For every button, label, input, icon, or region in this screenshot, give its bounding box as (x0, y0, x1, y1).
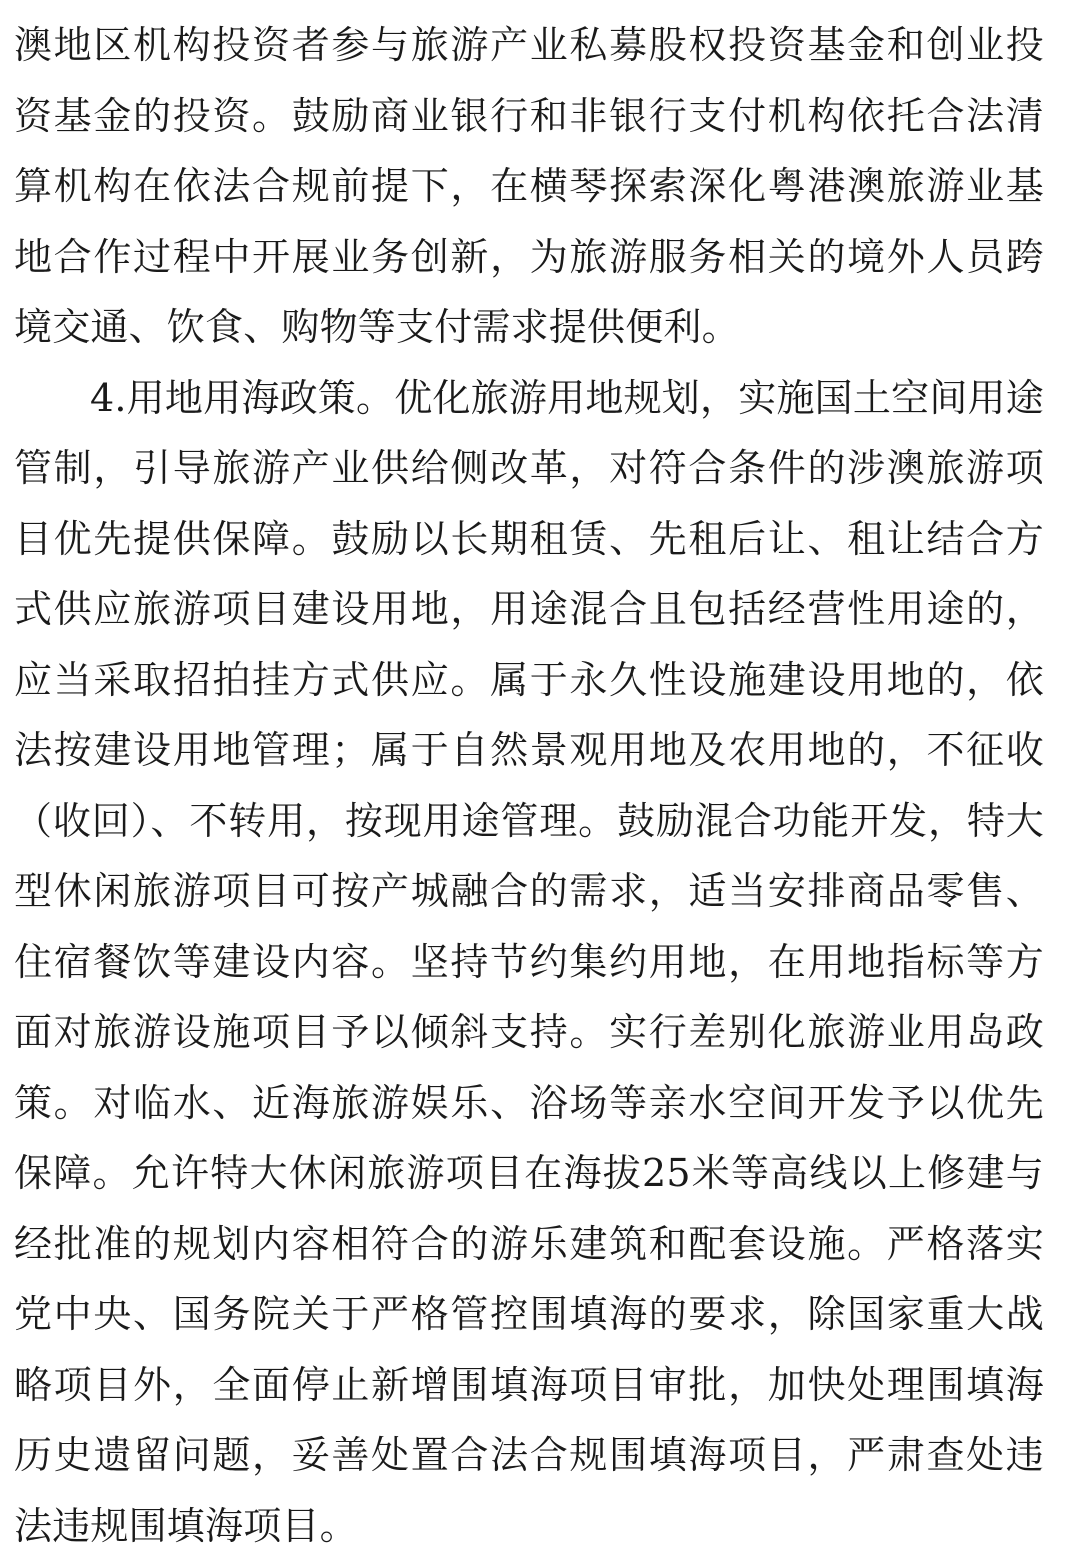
section-4-body: 。优化旅游用地规划，实施国土空间用途管制，引导旅游产业供给侧改革，对符合条件的涉澳旅游项目优先提供保障。鼓励以长期租赁、先租后让、租让结合方式供应旅游项目建设用地，用途混合且包括经营性用途的，应当采取招拍挂方式供应。属于永久性设施建设用地的，依法按建设用地管理；属于自然景观用地及农用地的，不征收（收回）、不转用，按现用途管理。鼓励混合功能开发，特大型休闲旅游项目可按产城融合的需求，适当安排商品零售、住宿餐饮等建设内容。坚持节约集约用地，在用地指标等方面对旅游设施项目予以倾斜支持。实行差别化旅游业用岛政策。对临水、近海旅游娱乐、浴场等亲水空间开发予以优先保障。允许特大休闲旅游项目在海拔25米等高线以上修建与经批准的规划内容相符合的游乐建筑和配套设施。严格落实党中央、国务院关于严格管控围填海的要求，除国家重大战略项目外，全面停止新增围填海项目审批，加快处理围填海历史遗留问题，妥善处置合法合规围填海项目，严肃查处违法违规围填海项目。 (14, 376, 1044, 1548)
section-4-heading: 4.用地用海政策 (90, 376, 356, 420)
section-4-paragraph (14, 363, 1044, 1561)
paragraph-continued: 澳地区机构投资者参与旅游产业私募股权投资基金和创业投资基金的投资。鼓励商业银行和非银行支付机构依托合法清算机构在依法合规前提下，在横琴探索深化粤港澳旅游业基地合作过程中开展业务创新，为旅游服务相关的境外人员跨境交通、饮食、购物等支付需求提供便利。 (14, 10, 1044, 363)
